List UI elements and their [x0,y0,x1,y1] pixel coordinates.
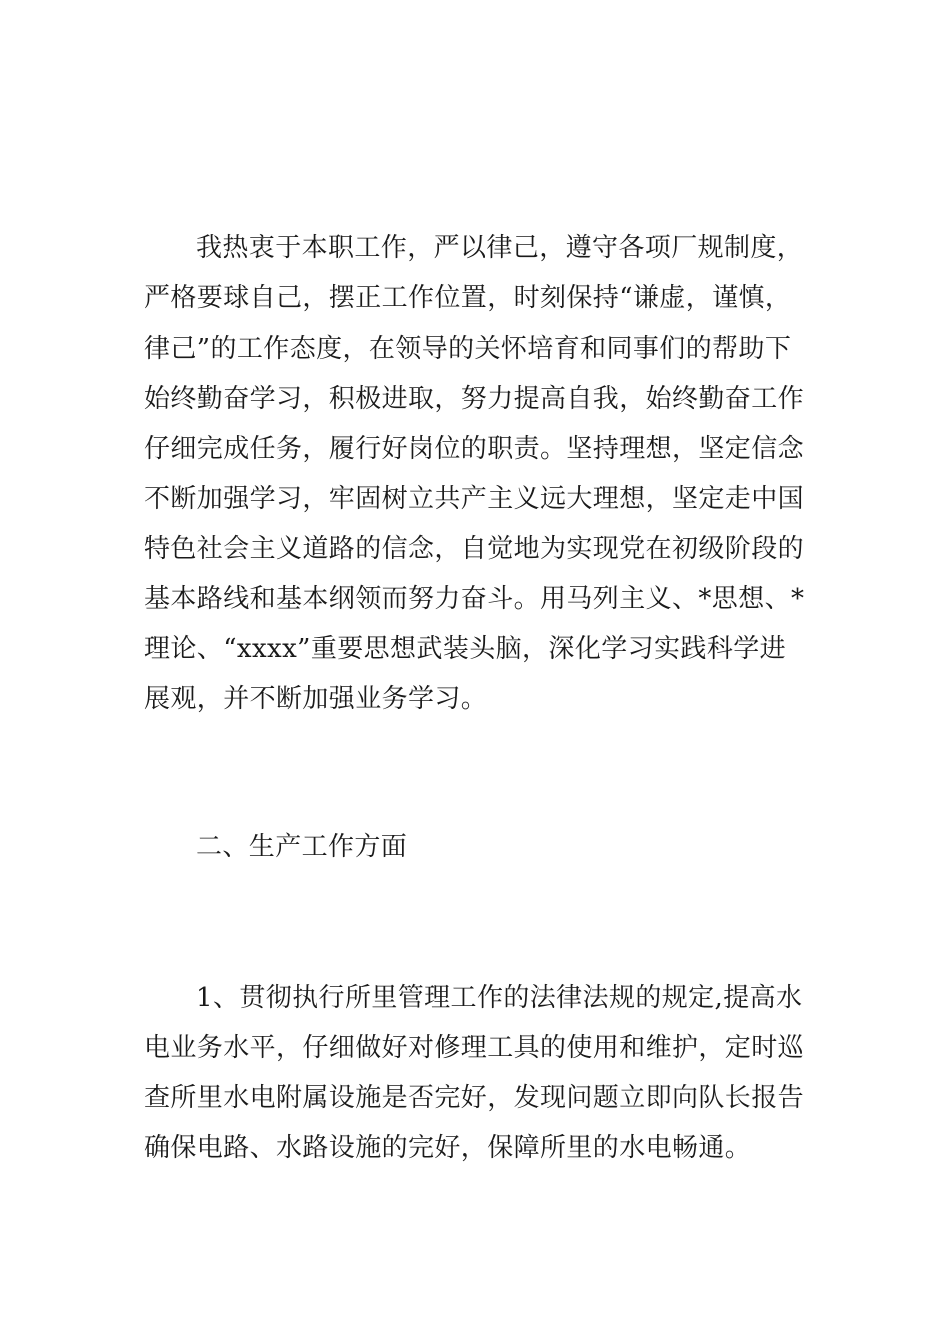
paragraph-line: 确保电路、水路设施的完好，保障所里的水电畅通。 [144,1133,752,1163]
paragraph-line: 我热衷于本职工作，严以律己，遵守各项厂规制度， [196,233,804,263]
paragraph-line: 严格要球自己，摆正工作位置，时刻保持“谦虚，谨慎， [144,283,792,313]
paragraph-line: 展观，并不断加强业务学习。 [144,684,488,714]
paragraph-line: 律己”的工作态度，在领导的关怀培育和同事们的帮助下 [144,334,792,364]
paragraph-line: 基本路线和基本纲领而努力奋斗。用马列主义、*思想、* [144,584,805,614]
paragraph-line: 始终勤奋学习，积极进取，努力提高自我，始终勤奋工作 [144,384,805,414]
paragraph-line: 查所里水电附属设施是否完好，发现问题立即向队长报告 [144,1083,805,1113]
section-heading: 二、生产工作方面 [196,832,408,862]
paragraph-line: 特色社会主义道路的信念，自觉地为实现党在初级阶段的 [144,534,805,564]
paragraph-line: 电业务水平，仔细做好对修理工具的使用和维护，定时巡 [144,1033,805,1063]
paragraph-line: 1、贯彻执行所里管理工作的法律法规的规定,提高水 [196,983,803,1013]
paragraph-line: 仔细完成任务，履行好岗位的职责。坚持理想，坚定信念 [144,434,805,464]
paragraph-line: 理论、“xxxx”重要思想武装头脑，深化学习实践科学进 [144,634,787,664]
paragraph-line: 不断加强学习，牢固树立共产主义远大理想，坚定走中国 [144,484,805,514]
